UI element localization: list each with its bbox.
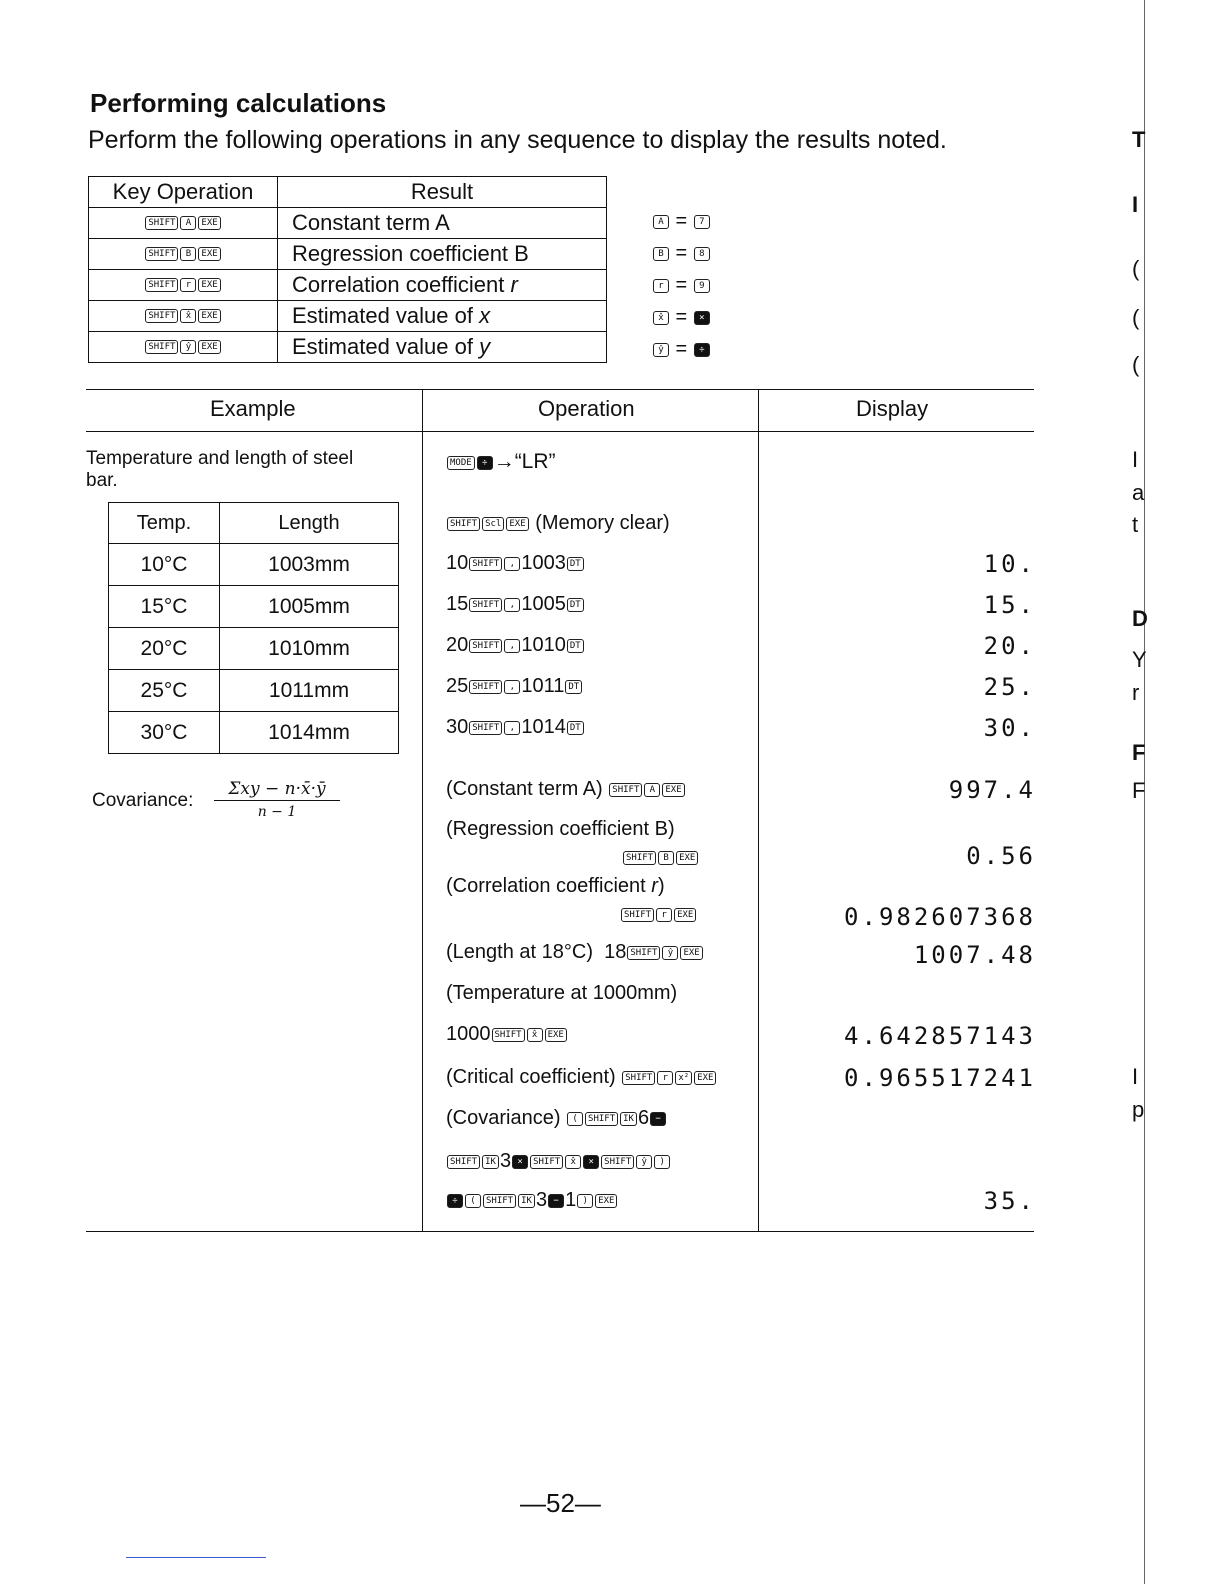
y-hat-key: ŷ: [636, 1155, 652, 1169]
table-bottom-rule: [86, 1231, 1034, 1232]
b-key: B: [658, 851, 674, 865]
shift-key: SHIFT: [145, 216, 178, 230]
covariance-numerator: Σxy − n·x̄·ȳ: [214, 778, 340, 801]
mode-operation: [446, 450, 556, 474]
r-key: r: [656, 908, 672, 922]
comma-key: ,: [504, 639, 520, 653]
temp-cell: 15°C: [109, 586, 220, 628]
edge-letter: I: [1132, 1064, 1139, 1089]
temperature-estimate-keys: [446, 1023, 568, 1046]
multiply-key: ×: [583, 1155, 599, 1169]
key-op-header: Key Operation: [89, 177, 278, 208]
key-table-header-row: [89, 177, 607, 208]
scl-key: Scl: [482, 517, 504, 531]
shift-key: SHIFT: [145, 278, 178, 292]
r-key: r: [657, 1071, 673, 1085]
y-hat-key: ŷ: [662, 946, 678, 960]
table-header-rule: [86, 431, 1034, 432]
y-value: 1014: [521, 716, 566, 738]
divide-key: ÷: [694, 343, 710, 357]
open-paren-key: (: [465, 1194, 481, 1208]
result-variable: r: [510, 272, 518, 297]
key-equivalence: ŷ = ÷: [652, 338, 711, 361]
key-operation-table: [88, 176, 607, 363]
shift-key: SHIFT: [145, 247, 178, 261]
shift-key: SHIFT: [447, 517, 480, 531]
display-header: Display: [856, 396, 929, 421]
key-equivalence: x̂ = ×: [652, 306, 711, 329]
multiply-key: ×: [512, 1155, 528, 1169]
data-entry-operation: [446, 634, 585, 657]
edge-letter: F: [1132, 778, 1146, 803]
edge-letter: F: [1132, 740, 1146, 765]
shift-key: SHIFT: [469, 598, 502, 612]
comma-key: ,: [504, 598, 520, 612]
column-divider: [758, 389, 759, 1231]
edge-letter: t: [1132, 512, 1139, 537]
x-hat-key: x̂: [565, 1155, 581, 1169]
edge-letter: p: [1132, 1097, 1145, 1122]
digit-value: 3: [535, 1189, 548, 1211]
example-description: Temperature and length of steel bar.: [86, 448, 354, 491]
edge-letter: a: [1132, 480, 1145, 505]
shift-key: SHIFT: [469, 557, 502, 571]
y-value: 1011: [521, 675, 565, 697]
temp-table-row: [109, 628, 399, 670]
key-sequence: [89, 208, 278, 239]
temp-table-row: [109, 670, 399, 712]
temp-cell: 10°C: [109, 544, 220, 586]
operation-label: (Critical coefficient): [446, 1066, 616, 1088]
result-text: Correlation coefficient: [292, 272, 511, 297]
result-cell: [278, 239, 607, 270]
edge-letter: I: [1132, 192, 1139, 217]
dt-key: DT: [565, 680, 582, 694]
covariance-operation-line1: [446, 1107, 667, 1130]
result-variable: x: [479, 303, 491, 328]
shift-key: SHIFT: [469, 721, 502, 735]
y-value: 1010: [521, 634, 566, 656]
dt-key: DT: [567, 721, 584, 735]
a-key: A: [180, 216, 196, 230]
data-entry-operation: [446, 593, 585, 616]
shift-key: SHIFT: [492, 1028, 525, 1042]
x-hat-key: x̂: [527, 1028, 543, 1042]
covariance-operation-line3: [446, 1189, 618, 1212]
shift-key: SHIFT: [622, 1071, 655, 1085]
dt-key: DT: [567, 598, 584, 612]
shift-key: SHIFT: [447, 1155, 480, 1169]
temp-table-row: [109, 544, 399, 586]
display-value: 1007.48: [913, 941, 1036, 969]
digit-value: 6: [637, 1107, 650, 1129]
temp-header: Temp.: [109, 503, 220, 544]
key-sequence: [89, 270, 278, 301]
y-value: 1003: [521, 552, 566, 574]
exe-key: EXE: [545, 1028, 567, 1042]
page-subtitle: Perform the following operations in any sequence to display the results noted.: [88, 126, 947, 154]
result-cell: [278, 270, 607, 301]
temp-table-row: [109, 712, 399, 754]
exe-key: EXE: [198, 278, 220, 292]
shift-key: SHIFT: [621, 908, 654, 922]
input-value: 1000: [446, 1023, 491, 1045]
shift-key: SHIFT: [469, 680, 502, 694]
eight-key: 8: [694, 247, 710, 261]
operation-label-end: ): [657, 875, 665, 897]
y-value: 1005: [521, 593, 566, 615]
dt-key: DT: [567, 557, 584, 571]
shift-key: SHIFT: [483, 1194, 516, 1208]
input-value: 18: [604, 941, 627, 963]
shift-key: SHIFT: [623, 851, 656, 865]
correlation-operation-label: [446, 875, 665, 898]
minus-key: −: [650, 1112, 666, 1126]
operation-label: (Length at 18°C): [446, 941, 593, 963]
column-divider: [422, 389, 423, 1231]
seven-key: 7: [694, 215, 710, 229]
key-equivalence: r = 9: [652, 274, 711, 297]
result-cell: [278, 301, 607, 332]
operation-label: (Correlation coefficient: [446, 875, 652, 897]
edge-letter: (: [1132, 256, 1140, 281]
divide-key: ÷: [447, 1194, 463, 1208]
covariance-operation-line2: [446, 1150, 671, 1173]
mode-key: MODE: [447, 456, 475, 470]
edge-letter: r: [1132, 680, 1140, 705]
y-hat-key: ŷ: [180, 340, 196, 354]
a-key: A: [644, 783, 660, 797]
display-value: 30.: [983, 714, 1036, 742]
display-value: 0.56: [966, 842, 1036, 870]
close-paren-key: ): [654, 1155, 670, 1169]
result-cell: [278, 208, 607, 239]
footer-rule: [126, 1557, 266, 1558]
a-key: A: [653, 215, 669, 229]
ik-key: IK: [620, 1112, 637, 1126]
correlation-operation-keys: [620, 903, 697, 926]
edge-letter: D: [1132, 606, 1148, 631]
key-table-row: [89, 208, 607, 239]
r-key: r: [653, 279, 669, 293]
minus-key: −: [548, 1194, 564, 1208]
regression-operation-keys: [622, 846, 699, 869]
x-value: 20: [446, 634, 469, 656]
x-value: 25: [446, 675, 469, 697]
key-sequence: [89, 239, 278, 270]
key-sequence: [89, 332, 278, 363]
close-paren-key: ): [577, 1194, 593, 1208]
shift-key: SHIFT: [530, 1155, 563, 1169]
edge-letter: (: [1132, 352, 1140, 377]
comma-key: ,: [504, 721, 520, 735]
example-header: Example: [210, 396, 296, 421]
temp-table-row: [109, 586, 399, 628]
data-entry-operation: [446, 716, 585, 739]
result-text: Estimated value of: [292, 334, 480, 359]
display-value: 4.642857143: [844, 1022, 1036, 1050]
exe-key: EXE: [198, 216, 220, 230]
length-cell: 1014mm: [220, 712, 399, 754]
ik-key: IK: [518, 1194, 535, 1208]
display-value: 25.: [983, 673, 1036, 701]
operation-label: (Constant term A): [446, 778, 603, 800]
open-paren-key: (: [567, 1112, 583, 1126]
nine-key: 9: [694, 279, 710, 293]
page-title: Performing calculations: [90, 88, 387, 118]
length-cell: 1010mm: [220, 628, 399, 670]
operation-label-variable: r: [651, 875, 658, 897]
x-hat-key: x̂: [180, 309, 196, 323]
critical-coefficient-operation: [446, 1066, 717, 1089]
shift-key: SHIFT: [585, 1112, 618, 1126]
digit-value: 3: [499, 1150, 512, 1172]
temp-cell: 30°C: [109, 712, 220, 754]
shift-key: SHIFT: [601, 1155, 634, 1169]
dt-key: DT: [567, 639, 584, 653]
key-equivalence: B = 8: [652, 242, 711, 265]
x-value: 10: [446, 552, 469, 574]
r-key: r: [180, 278, 196, 292]
shift-key: SHIFT: [609, 783, 642, 797]
display-value: 15.: [983, 591, 1036, 619]
memory-clear-label: (Memory clear): [535, 512, 670, 534]
exe-key: EXE: [506, 517, 528, 531]
page-number: —52—: [520, 1488, 601, 1518]
x-value: 30: [446, 716, 469, 738]
temp-cell: 25°C: [109, 670, 220, 712]
table-top-rule: [86, 389, 1034, 390]
regression-operation-label: (Regression coefficient B): [446, 818, 675, 840]
key-sequence: [89, 301, 278, 332]
constant-term-operation: [446, 778, 686, 801]
key-table-row: [89, 301, 607, 332]
temp-cell: 20°C: [109, 628, 220, 670]
shift-key: SHIFT: [145, 309, 178, 323]
result-variable: y: [479, 334, 491, 359]
length-cell: 1005mm: [220, 586, 399, 628]
lr-mode-label: →“LR”: [493, 450, 556, 473]
length-cell: 1011mm: [220, 670, 399, 712]
display-value: 10.: [983, 550, 1036, 578]
length-cell: 1003mm: [220, 544, 399, 586]
key-table-row: [89, 332, 607, 363]
result-cell: [278, 332, 607, 363]
comma-key: ,: [504, 680, 520, 694]
x-squared-key: x²: [675, 1071, 692, 1085]
result-text: Estimated value of: [292, 303, 480, 328]
b-key: B: [180, 247, 196, 261]
display-value: 20.: [983, 632, 1036, 660]
display-value: 35.: [983, 1187, 1036, 1215]
data-entry-operation: [446, 675, 583, 698]
operation-header: Operation: [538, 396, 635, 421]
divide-key: ÷: [477, 456, 493, 470]
multiply-key: ×: [694, 311, 710, 325]
display-value: 0.965517241: [844, 1064, 1036, 1092]
digit-value: 1: [565, 1189, 577, 1211]
data-entry-operation: [446, 552, 585, 575]
temperature-length-table: [108, 502, 399, 754]
display-value: 0.982607368: [844, 903, 1036, 931]
exe-key: EXE: [198, 247, 220, 261]
covariance-denominator: n − 1: [257, 804, 297, 820]
exe-key: EXE: [676, 851, 698, 865]
key-table-row: [89, 239, 607, 270]
shift-key: SHIFT: [469, 639, 502, 653]
temperature-estimate-label: (Temperature at 1000mm): [446, 982, 678, 1004]
result-text: Regression coefficient B: [292, 241, 529, 266]
exe-key: EXE: [662, 783, 684, 797]
covariance-label: Covariance:: [92, 790, 194, 811]
b-key: B: [653, 247, 669, 261]
exe-key: EXE: [694, 1071, 716, 1085]
comma-key: ,: [504, 557, 520, 571]
edge-letter: (: [1132, 305, 1140, 330]
exe-key: EXE: [198, 340, 220, 354]
display-value: 997.4: [948, 776, 1036, 804]
edge-letter: Y: [1132, 647, 1147, 672]
key-equivalence: A = 7: [652, 210, 711, 233]
exe-key: EXE: [198, 309, 220, 323]
x-hat-key: x̂: [653, 311, 669, 325]
shift-key: SHIFT: [627, 946, 660, 960]
temp-table-header-row: [109, 503, 399, 544]
operation-label: (Covariance): [446, 1107, 561, 1129]
y-hat-key: ŷ: [653, 343, 669, 357]
ik-key: IK: [482, 1155, 499, 1169]
exe-key: EXE: [680, 946, 702, 960]
memory-clear-operation: [446, 512, 670, 535]
shift-key: SHIFT: [145, 340, 178, 354]
x-value: 15: [446, 593, 469, 615]
edge-letter: T: [1132, 127, 1146, 152]
result-text: Constant term A: [292, 210, 450, 235]
length-header: Length: [220, 503, 399, 544]
length-estimate-operation: [446, 941, 704, 964]
key-table-row: [89, 270, 607, 301]
exe-key: EXE: [595, 1194, 617, 1208]
edge-letter: I: [1132, 447, 1139, 472]
exe-key: EXE: [674, 908, 696, 922]
result-header: Result: [278, 177, 607, 208]
